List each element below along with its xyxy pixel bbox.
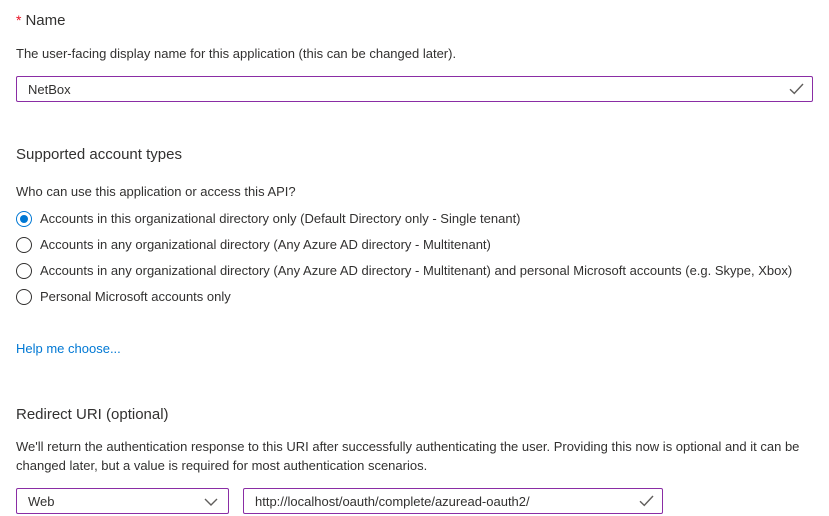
supported-account-types-section xyxy=(16,144,813,358)
chevron-down-icon xyxy=(204,498,218,506)
platform-select-value: Web xyxy=(28,493,55,509)
name-section xyxy=(16,10,813,102)
account-types-title: Supported account types xyxy=(16,146,182,163)
radio-multitenant-personal[interactable] xyxy=(16,263,813,279)
required-asterisk: * xyxy=(16,12,22,28)
redirect-uri-row xyxy=(16,488,813,514)
platform-select[interactable] xyxy=(16,488,229,514)
radio-personal-only[interactable] xyxy=(16,289,813,305)
account-type-radio-group xyxy=(16,211,813,305)
radio-single-tenant[interactable] xyxy=(16,211,813,227)
redirect-uri-section xyxy=(16,404,813,514)
radio-label: Personal Microsoft accounts only xyxy=(40,289,231,304)
radio-label: Accounts in any organizational directory (Any Azure AD directory - Multitenant) and personal Microsoft accounts (e.g. Skype, Xbox) xyxy=(40,263,793,278)
account-types-question: Who can use this application or access this API? xyxy=(16,184,296,199)
radio-button-icon[interactable] xyxy=(16,263,32,279)
name-input[interactable] xyxy=(16,76,813,102)
radio-multitenant[interactable] xyxy=(16,237,813,253)
radio-label: Accounts in any organizational directory (Any Azure AD directory - Multitenant) xyxy=(40,237,491,252)
radio-button-icon[interactable] xyxy=(16,237,32,253)
name-title-text: Name xyxy=(25,12,66,29)
radio-button-icon[interactable] xyxy=(16,211,32,227)
redirect-uri-description: We'll return the authentication response to this URI after successfully authenticating the user. Providing this now is optional and it can be changed later, but a value is required for most authentication scenarios. xyxy=(16,439,800,473)
redirect-uri-input-wrap xyxy=(243,488,663,514)
redirect-uri-title: Redirect URI (optional) xyxy=(16,406,169,423)
name-description: The user-facing display name for this application (this can be changed later). xyxy=(16,46,457,61)
help-me-choose-link[interactable]: Help me choose... xyxy=(16,341,121,356)
name-input-wrap xyxy=(16,76,813,102)
name-section-title xyxy=(16,10,813,31)
radio-label: Accounts in this organizational directory only (Default Directory only - Single tenant) xyxy=(40,211,521,226)
radio-button-icon[interactable] xyxy=(16,289,32,305)
redirect-uri-input[interactable] xyxy=(243,488,663,514)
